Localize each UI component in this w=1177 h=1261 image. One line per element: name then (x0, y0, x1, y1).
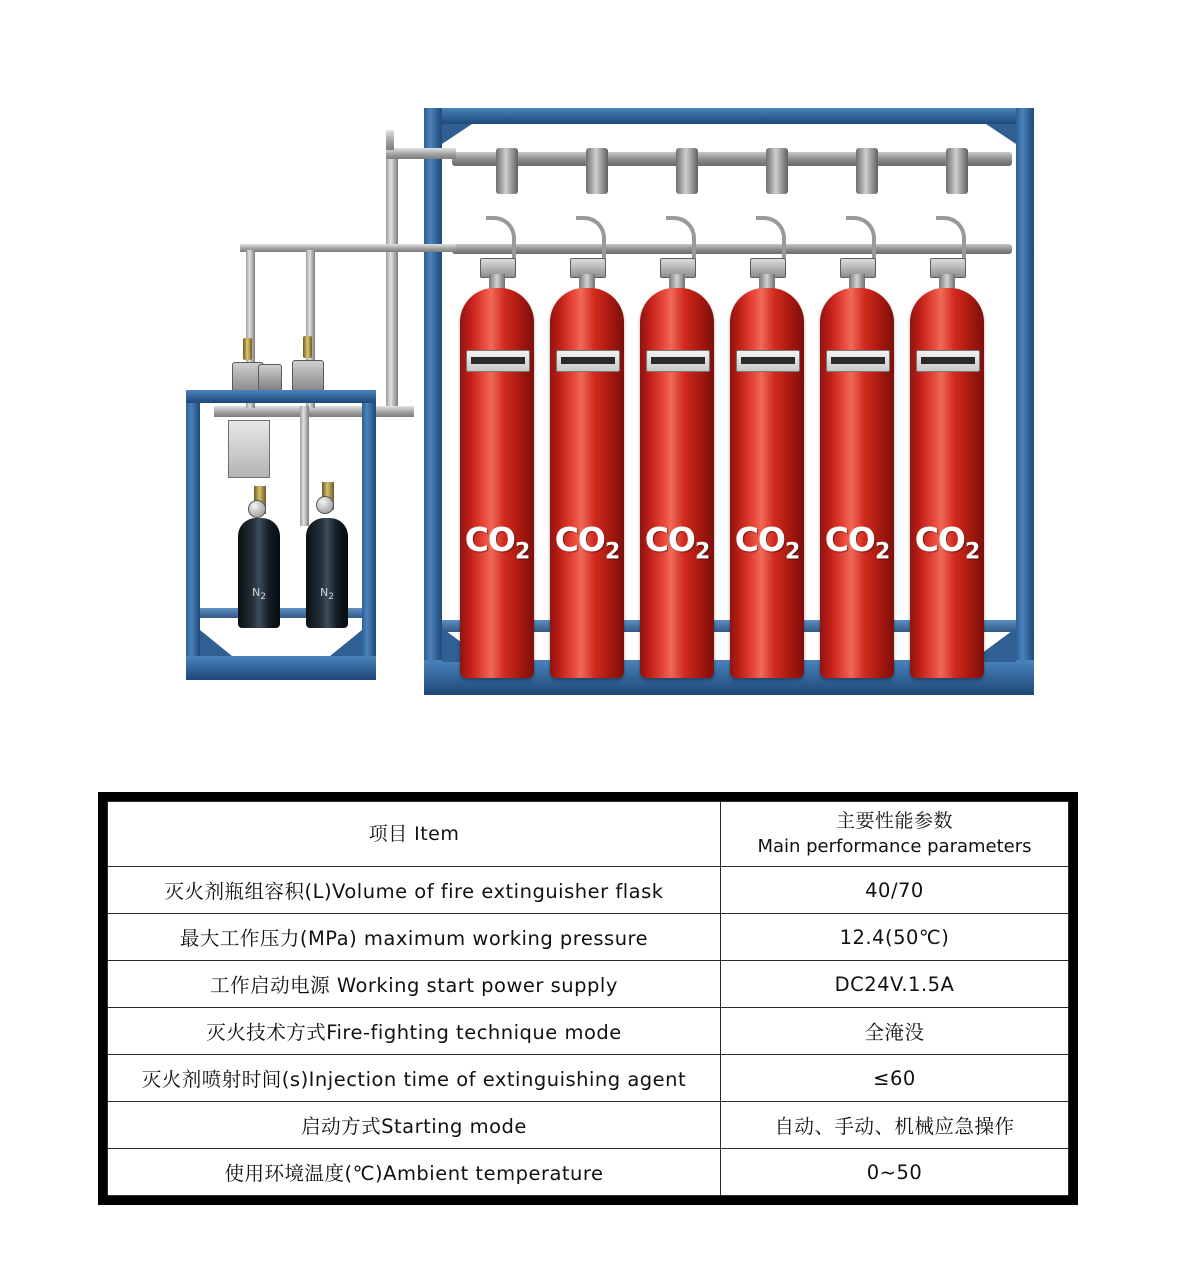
rack-top-beam (424, 108, 1034, 124)
header-value-cell (721, 802, 1069, 867)
pressure-gauge (316, 496, 334, 514)
rack-gusset-top-right (986, 124, 1016, 144)
rack-left-post (424, 108, 442, 695)
nitrogen-cylinder (306, 518, 348, 628)
cylinder-co2-text: $CO_2$ (464, 520, 530, 565)
header-value-cn: 主要性能参数 (835, 810, 953, 832)
small-rack-gusset-right (330, 630, 362, 656)
nitrogen-cylinder-text: $N_2$ (319, 586, 335, 603)
cylinder-label-plate (736, 350, 800, 372)
header-item-cell: 项目 Item (108, 802, 721, 867)
small-rack-right-post (362, 390, 376, 680)
check-valve (766, 148, 788, 194)
cylinder-label-plate (466, 350, 530, 372)
main-riser-pipe (386, 148, 398, 416)
row-item: 使用环境温度(℃)Ambient temperature (108, 1149, 721, 1196)
pilot-feed-pipe (240, 244, 456, 252)
discharge-manifold (452, 152, 1012, 166)
cylinder-label-plate (916, 350, 980, 372)
cylinder-co2-text: $CO_2$ (554, 520, 620, 565)
small-rack-bottom-beam (186, 656, 376, 680)
small-rack-gusset-left (200, 630, 232, 656)
check-valve (496, 148, 518, 194)
control-name-plate (228, 420, 270, 478)
selector-valve-knob (303, 336, 312, 358)
row-item: 最大工作压力(MPa) maximum working pressure (108, 914, 721, 961)
pressure-gauge (248, 500, 266, 518)
co2-cylinder (640, 288, 714, 678)
header-value-en: Main performance parameters (757, 836, 1032, 857)
table-row (108, 1102, 1069, 1149)
co2-cylinder (550, 288, 624, 678)
row-value: ≤60 (721, 1055, 1069, 1102)
table-row (108, 961, 1069, 1008)
rack-gusset-top-left (442, 124, 472, 144)
selector-valve (258, 364, 282, 392)
small-rack-top-beam (186, 390, 376, 403)
row-item: 启动方式Starting mode (108, 1102, 721, 1149)
table-row (108, 1008, 1069, 1055)
cylinder-co2-text: $CO_2$ (824, 520, 890, 565)
manifold-feed-pipe (386, 148, 456, 159)
check-valve (946, 148, 968, 194)
row-value: 12.4(50℃) (721, 914, 1069, 961)
table-row (108, 867, 1069, 914)
rack-right-post (1016, 108, 1034, 695)
cylinder-co2-text: $CO_2$ (644, 520, 710, 565)
nitrogen-cylinder-text: $N_2$ (251, 586, 267, 603)
table-header-row (108, 802, 1069, 867)
cylinder-label-plate (646, 350, 710, 372)
row-item: 灭火剂瓶组容积(L)Volume of fire extinguisher flask (108, 867, 721, 914)
row-value: DC24V.1.5A (721, 961, 1069, 1008)
pilot-manifold (452, 244, 1012, 254)
check-valve (586, 148, 608, 194)
row-value: 自动、手动、机械应急操作 (721, 1102, 1069, 1149)
co2-cylinder (460, 288, 534, 678)
small-rack-left-post (186, 390, 200, 680)
row-value: 0~50 (721, 1149, 1069, 1196)
nitrogen-starter-rack (186, 390, 376, 690)
row-value: 全淹没 (721, 1008, 1069, 1055)
check-valve (676, 148, 698, 194)
cylinder-label-plate (556, 350, 620, 372)
specification-table (98, 792, 1078, 1205)
main-cylinder-rack (424, 108, 1034, 695)
cylinder-co2-text: $CO_2$ (734, 520, 800, 565)
table-row (108, 1055, 1069, 1102)
cylinder-label-plate (826, 350, 890, 372)
table-row (108, 1149, 1069, 1196)
cylinder-co2-text: $CO_2$ (914, 520, 980, 565)
row-item: 灭火技术方式Fire-fighting technique mode (108, 1008, 721, 1055)
row-value: 40/70 (721, 867, 1069, 914)
selector-valve-knob (243, 338, 252, 360)
co2-cylinder (820, 288, 894, 678)
nitrogen-cylinder (238, 518, 280, 628)
check-valve (856, 148, 878, 194)
row-item: 灭火剂喷射时间(s)Injection time of extinguishing agent (108, 1055, 721, 1102)
top-header-pipe (386, 130, 394, 150)
co2-cylinder (730, 288, 804, 678)
row-item: 工作启动电源 Working start power supply (108, 961, 721, 1008)
co2-cylinder (910, 288, 984, 678)
table-row (108, 914, 1069, 961)
